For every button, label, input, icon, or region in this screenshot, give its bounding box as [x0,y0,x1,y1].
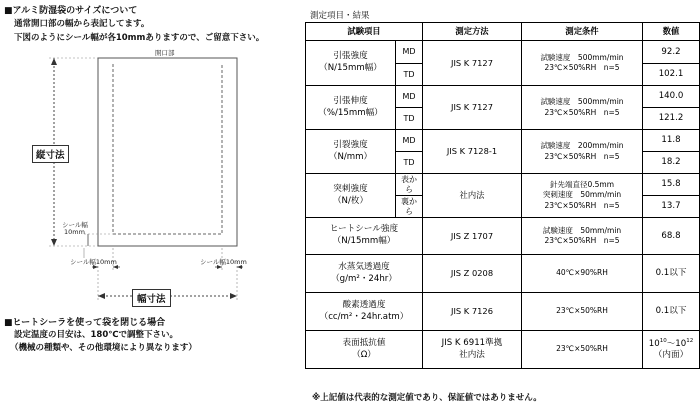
header-condition: 測定条件 [522,23,643,41]
section2-line1: 設定温度の目安は、180℃で調整下さい。 [14,330,179,340]
section1-line2: 下図のようにシール幅が各10mmありますので、ご留意下さい。 [14,33,265,43]
condition: 試験速度 500mm/min 23℃×50%RH n=5 [522,41,643,86]
disclaimer-note: ※上記値は代表的な測定値であり、保証値ではありません。 [312,393,542,403]
value: 92.2 [643,41,700,64]
results-title: 測定項目・結果 [310,11,370,21]
test-item-heat-seal-strength: ヒートシール強度 （N/15mm幅） [306,218,423,255]
test-item-tear-strength: 引裂強度 （N/mm） [306,130,396,174]
table-row [306,293,700,331]
test-item-tensile-elongation: 引張伸度 （%/15mm幅） [306,86,396,130]
test-item-tensile-strength: 引張強度 （N/15mm幅） [306,41,396,86]
value: 13.7 [643,196,700,218]
direction-td: TD [396,108,423,130]
header-method: 測定方法 [423,23,522,41]
table-row [306,331,700,369]
direction-md: MD [396,41,423,64]
bag-outline [98,58,237,246]
section1-title: ■アルミ防湿袋のサイズについて [4,6,138,16]
table-row [306,174,700,196]
seal-line [113,64,222,234]
section2-line2: （機械の種類や、その他環境により異なります） [10,343,197,353]
test-item-water-vapor-permeability: 水蒸気透過度 （g/m²・24hr） [306,255,423,293]
value: 0.1以下 [643,293,700,331]
value: 121.2 [643,108,700,130]
condition: 試験速度 50mm/min 23℃×50%RH n=5 [522,218,643,255]
test-item-puncture-strength: 突刺強度 （N/枚） [306,174,396,218]
value: 11.8 [643,130,700,152]
seal-width-value: 10mm [64,228,85,236]
value: 102.1 [643,64,700,86]
direction-md: MD [396,86,423,108]
results-table [305,22,700,369]
value: 15.8 [643,174,700,196]
section2-title: ■ヒートシーラを使って袋を閉じる場合 [4,318,166,328]
value: 0.1以下 [643,255,700,293]
condition: 40℃×90%RH [522,255,643,293]
direction-td: TD [396,152,423,174]
test-item-surface-resistance: 表面抵抗値 （Ω） [306,331,423,369]
direction-td: TD [396,64,423,86]
section1-line1: 通常開口部の幅から表記してます。 [14,19,150,29]
header-value: 数値 [643,23,700,41]
method: JIS K 7127 [423,41,522,86]
value: 68.8 [643,218,700,255]
condition: 23℃×50%RH [522,331,643,369]
method: JIS K 7127 [423,86,522,130]
header-test-item: 試験項目 [306,23,423,41]
table-row [306,130,700,152]
value: 18.2 [643,152,700,174]
method: JIS K 7128-1 [423,130,522,174]
table-row [306,255,700,293]
width-label: 幅寸法 [132,289,171,307]
method: JIS Z 1707 [423,218,522,255]
seal-right-label: シール幅10mm [200,258,247,266]
table-row [306,218,700,255]
method: JIS K 7126 [423,293,522,331]
table-row [306,86,700,108]
method: 社内法 [423,174,522,218]
condition: 試験速度 200mm/min 23℃×50%RH n=5 [522,130,643,174]
condition: 針先端直径0.5mm 突刺速度 50mm/min 23℃×50%RH n=5 [522,174,643,218]
method: JIS Z 0208 [423,255,522,293]
opening-label: 開口部 [155,49,175,57]
direction-back: 裏から [396,196,423,218]
seal-left-label: シール幅10mm [70,258,117,266]
length-label: 縦寸法 [32,145,69,163]
condition: 試験速度 500mm/min 23℃×50%RH n=5 [522,86,643,130]
direction-md: MD [396,130,423,152]
method: JIS K 6911準拠 社内法 [423,331,522,369]
table-row [306,41,700,64]
condition: 23℃×50%RH [522,293,643,331]
table-header-row [306,23,700,41]
direction-front: 表から [396,174,423,196]
test-item-oxygen-permeability: 酸素透過度 （cc/m²・24hr.atm） [306,293,423,331]
value: 140.0 [643,86,700,108]
seal-width-label: シール幅 [62,221,88,229]
value: $10^{10}$〜$10^{12}$ （内面） [643,331,700,369]
